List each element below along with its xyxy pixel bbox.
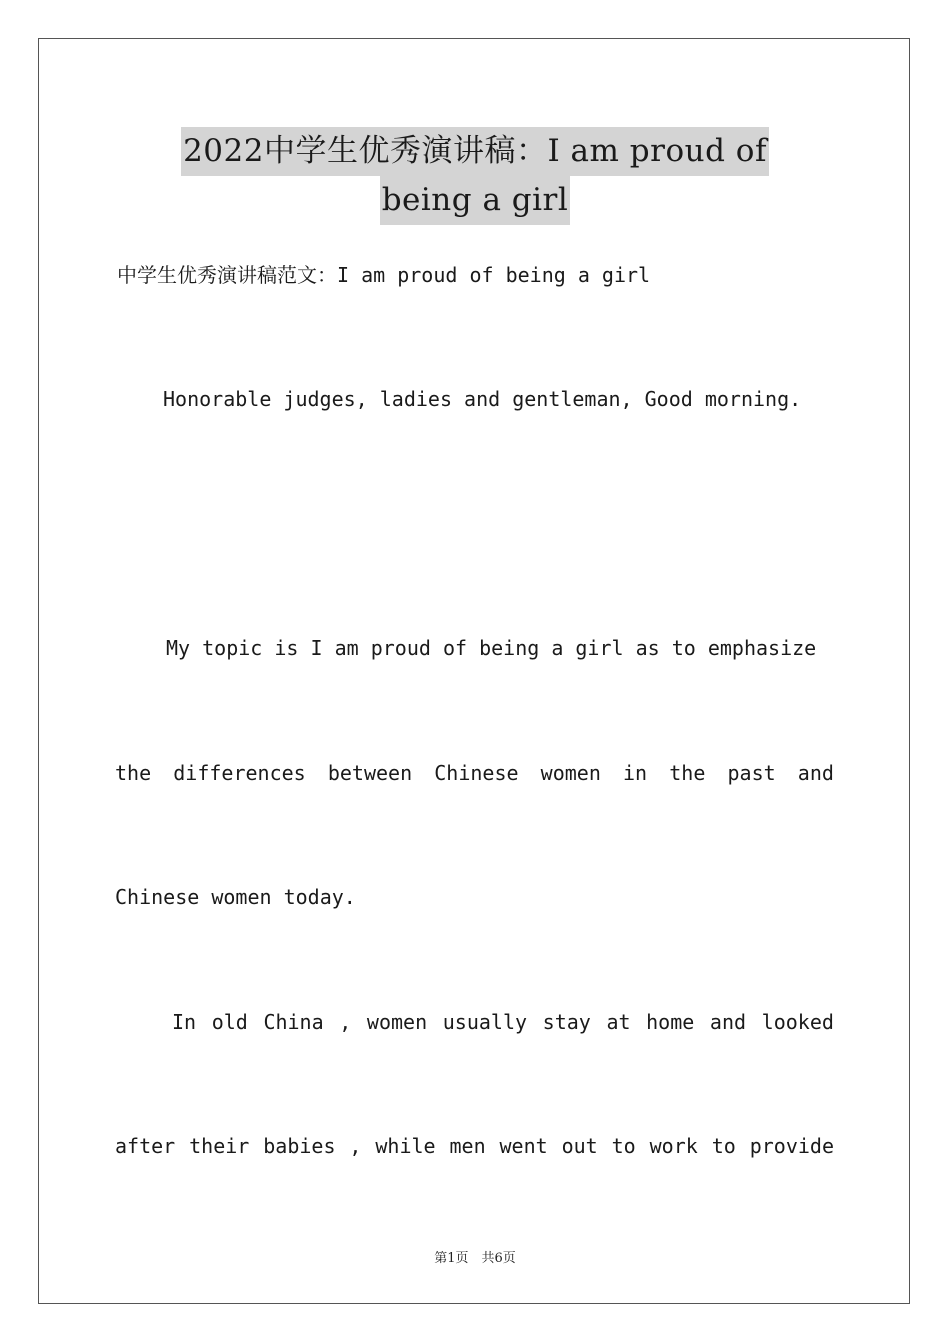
word: in (623, 761, 648, 785)
word: women (540, 761, 601, 785)
word: to (711, 1134, 736, 1158)
word: and (797, 761, 834, 785)
greeting-line: Honorable judges, ladies and gentleman, Good morning. (163, 387, 802, 411)
word: provide (749, 1134, 834, 1158)
paragraph-2-line-2 (115, 1133, 834, 1159)
word: past (727, 761, 776, 785)
title-line-2: being a girl (380, 176, 571, 225)
word: and (709, 1010, 747, 1034)
word: at (606, 1010, 631, 1034)
subtitle: 中学生优秀演讲稿范文：I am proud of being a girl (117, 263, 651, 287)
word: usually (442, 1010, 528, 1034)
word: the (115, 761, 152, 785)
word: In (172, 1010, 197, 1034)
word: went (499, 1134, 548, 1158)
word: out (561, 1134, 598, 1158)
word: work (649, 1134, 698, 1158)
paragraph-1-line-3: Chinese women today. (115, 885, 356, 909)
word: old (211, 1010, 248, 1034)
word: to (611, 1134, 636, 1158)
word: looked (761, 1010, 834, 1034)
page-footer: 第1页 共6页 (434, 1251, 516, 1266)
word: differences (173, 761, 306, 785)
word: home (646, 1010, 695, 1034)
paragraph-1-line-1: My topic is I am proud of being a girl as to emphasize (166, 636, 817, 660)
page-border (38, 38, 910, 1304)
word: China (263, 1010, 324, 1034)
document-title (0, 127, 950, 225)
word: after (115, 1134, 176, 1158)
word: their (189, 1134, 250, 1158)
word: the (669, 761, 706, 785)
word: Chinese (434, 761, 519, 785)
paragraph-2-line-1 (172, 1009, 834, 1035)
paragraph-1-line-2 (115, 760, 834, 786)
word: women (366, 1010, 428, 1034)
word: , (339, 1010, 352, 1034)
word: men (449, 1134, 486, 1158)
word: , (349, 1134, 362, 1158)
word: while (375, 1134, 436, 1158)
title-line-1: 2022中学生优秀演讲稿：I am proud of (181, 127, 769, 176)
word: stay (542, 1010, 591, 1034)
word: between (327, 761, 413, 785)
word: babies (263, 1134, 336, 1158)
